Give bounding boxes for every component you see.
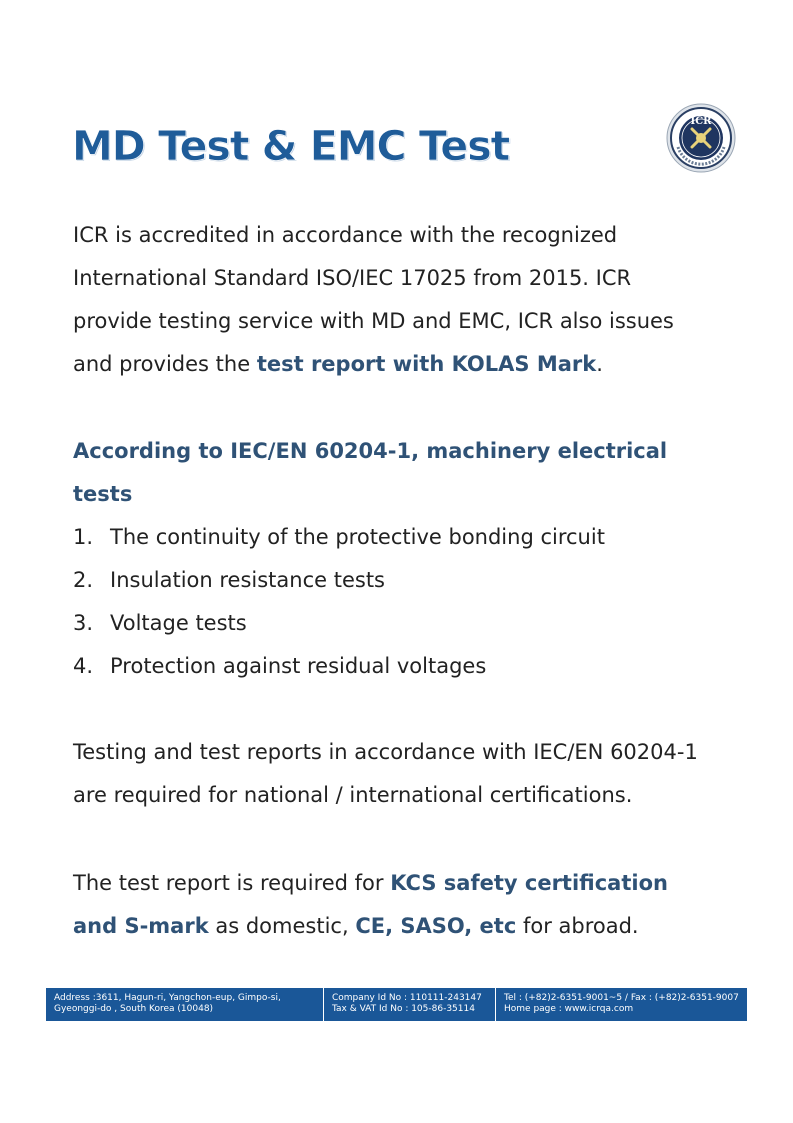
list-item-label: The continuity of the protective bonding circuit: [110, 525, 605, 549]
footer-ids: [324, 988, 496, 1021]
address-line-1: Address :3611, Hagun-ri, Yangchon-eup, Gimpo-si,: [54, 993, 281, 1003]
list-number: 1.: [73, 525, 94, 549]
footer-bar: [46, 988, 747, 1021]
address-line-2: Gyeonggi-do , South Korea (10048): [54, 1004, 214, 1014]
icr-seal-logo-icon: [666, 103, 736, 173]
intro-text-2: .: [596, 352, 603, 376]
intro-text-1: ICR is accredited in accordance with the recognized International Standard ISO/IEC 17025 from 2015. ICR provide testing service with MD and EMC, ICR also issues and provides the: [73, 223, 674, 376]
ce-saso-highlight: CE, SASO, etc: [355, 914, 517, 938]
footer-contact: [496, 988, 747, 1021]
list-item: [73, 602, 713, 645]
list-item: [73, 516, 713, 559]
report-requirement-paragraph: [73, 862, 713, 948]
list-item-label: Insulation resistance tests: [110, 568, 385, 592]
section-heading: According to IEC/EN 60204-1, machinery electrical tests: [73, 439, 668, 506]
tests-list: [73, 516, 713, 688]
tel-fax: Tel : (+82)2-6351-9001~5 / Fax : (+82)2-6351-9007: [504, 993, 739, 1003]
logo-text: ICR: [690, 116, 712, 127]
report-text-1: The test report is required for: [73, 871, 391, 895]
list-item-label: Voltage tests: [110, 611, 247, 635]
certification-paragraph: Testing and test reports in accordance with IEC/EN 60204-1 are required for national / international certifications.: [73, 740, 698, 807]
page-title: MD Test & EMC Test: [72, 122, 510, 170]
homepage-link[interactable]: Home page : www.icrqa.com: [504, 1004, 634, 1014]
kolas-highlight: test report with KOLAS Mark: [256, 352, 597, 376]
footer-address: [46, 988, 324, 1021]
list-number: 2.: [73, 568, 94, 592]
report-text-3: for abroad.: [516, 914, 639, 938]
company-id: Company Id No : 110111-243147: [332, 993, 482, 1003]
report-text-2: as domestic,: [208, 914, 356, 938]
list-item: [73, 645, 713, 688]
list-item-label: Protection against residual voltages: [110, 654, 487, 678]
list-item: [73, 559, 713, 602]
list-number: 3.: [73, 611, 94, 635]
kcs-highlight: KCS safety certification and S-mark: [73, 871, 668, 938]
list-number: 4.: [73, 654, 94, 678]
tax-id: Tax & VAT Id No : 105-86-35114: [332, 1004, 475, 1014]
intro-paragraph: [73, 214, 713, 386]
